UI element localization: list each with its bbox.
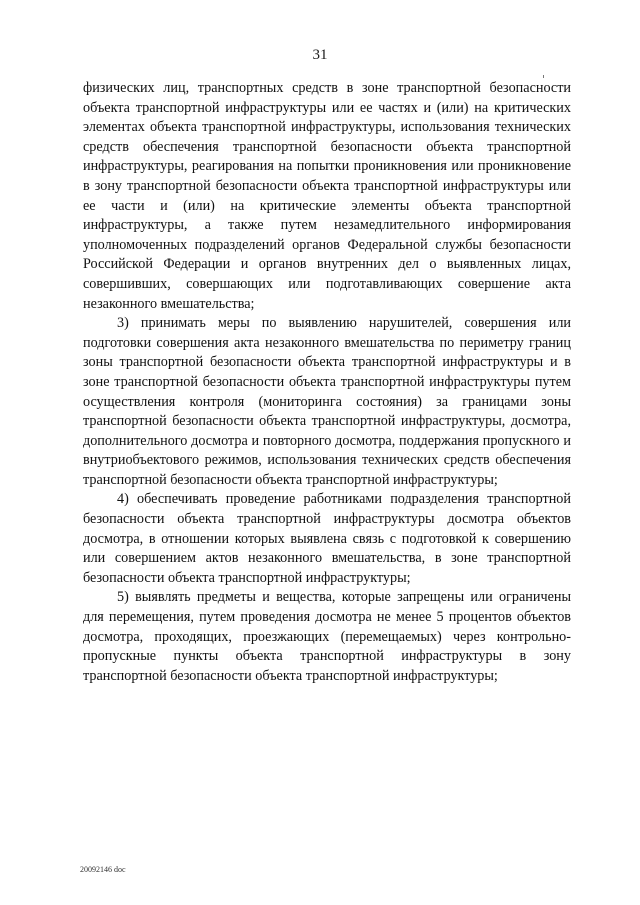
scan-mark [543,75,544,78]
paragraph-continuation: физических лиц, транспортных средств в зоне транспортной безопасности объекта транспортной инфраструктуры или ее частях и (или) на критических элементах объекта транспортной инфраструктуры, использования технических средств обеспечения транспортной безопасности объекта транспортной инфраструктуры, реагирования на попытки проникновения или проникновение в зону транспортной безопасности объекта транспортной инфраструктуры или ее части и (или) на критические элементы объекта транспортной инфраструктуры, а также путем незамедлительного информирования уполномоченных подразделений органов Федеральной службы безопасности Российской Федерации и органов внутренних дел о выявленных лицах, совершивших, совершающих или подготавливающих совершение акта незаконного вмешательства; [83,80,571,312]
page-number: 31 [312,47,328,63]
document-body [83,79,571,686]
paragraph-item-4: 4) обеспечивать проведение работниками подразделения транспортной безопасности объекта транспортной инфраструктуры досмотра объектов досмотра, в отношении которых выявлена связь с подготовкой к совершению или совершением актов незаконного вмешательства, в зоне транспортной безопасности объекта транспортной инфраструктуры; [83,491,571,586]
footer-filename: 20092146 doc [80,865,126,874]
paragraph-item-5: 5) выявлять предметы и вещества, которые запрещены или ограничены для перемещения, путем проведения досмотра не менее 5 процентов объектов досмотра, проходящих, проезжающих (перемещаемых) через контрольно-пропускные пункты объекта транспортной инфраструктуры в зону транспортной безопасности объекта транспортной инфраструктуры; [83,589,571,684]
paragraph-item-3: 3) принимать меры по выявлению нарушителей, совершения или подготовки совершения акта незаконного вмешательства по периметру границ зоны транспортной безопасности объекта транспортной инфраструктуры и в зоне транспортной безопасности объекта транспортной инфраструктуры путем осуществления контроля (мониторинга состояния) за границами зоны транспортной безопасности объекта транспортной инфраструктуры, досмотра, дополнительного досмотра и повторного досмотра, поддержания пропускного и внутриобъектового режимов, использования технических средств обеспечения транспортной безопасности объекта транспортной инфраструктуры; [83,315,571,488]
